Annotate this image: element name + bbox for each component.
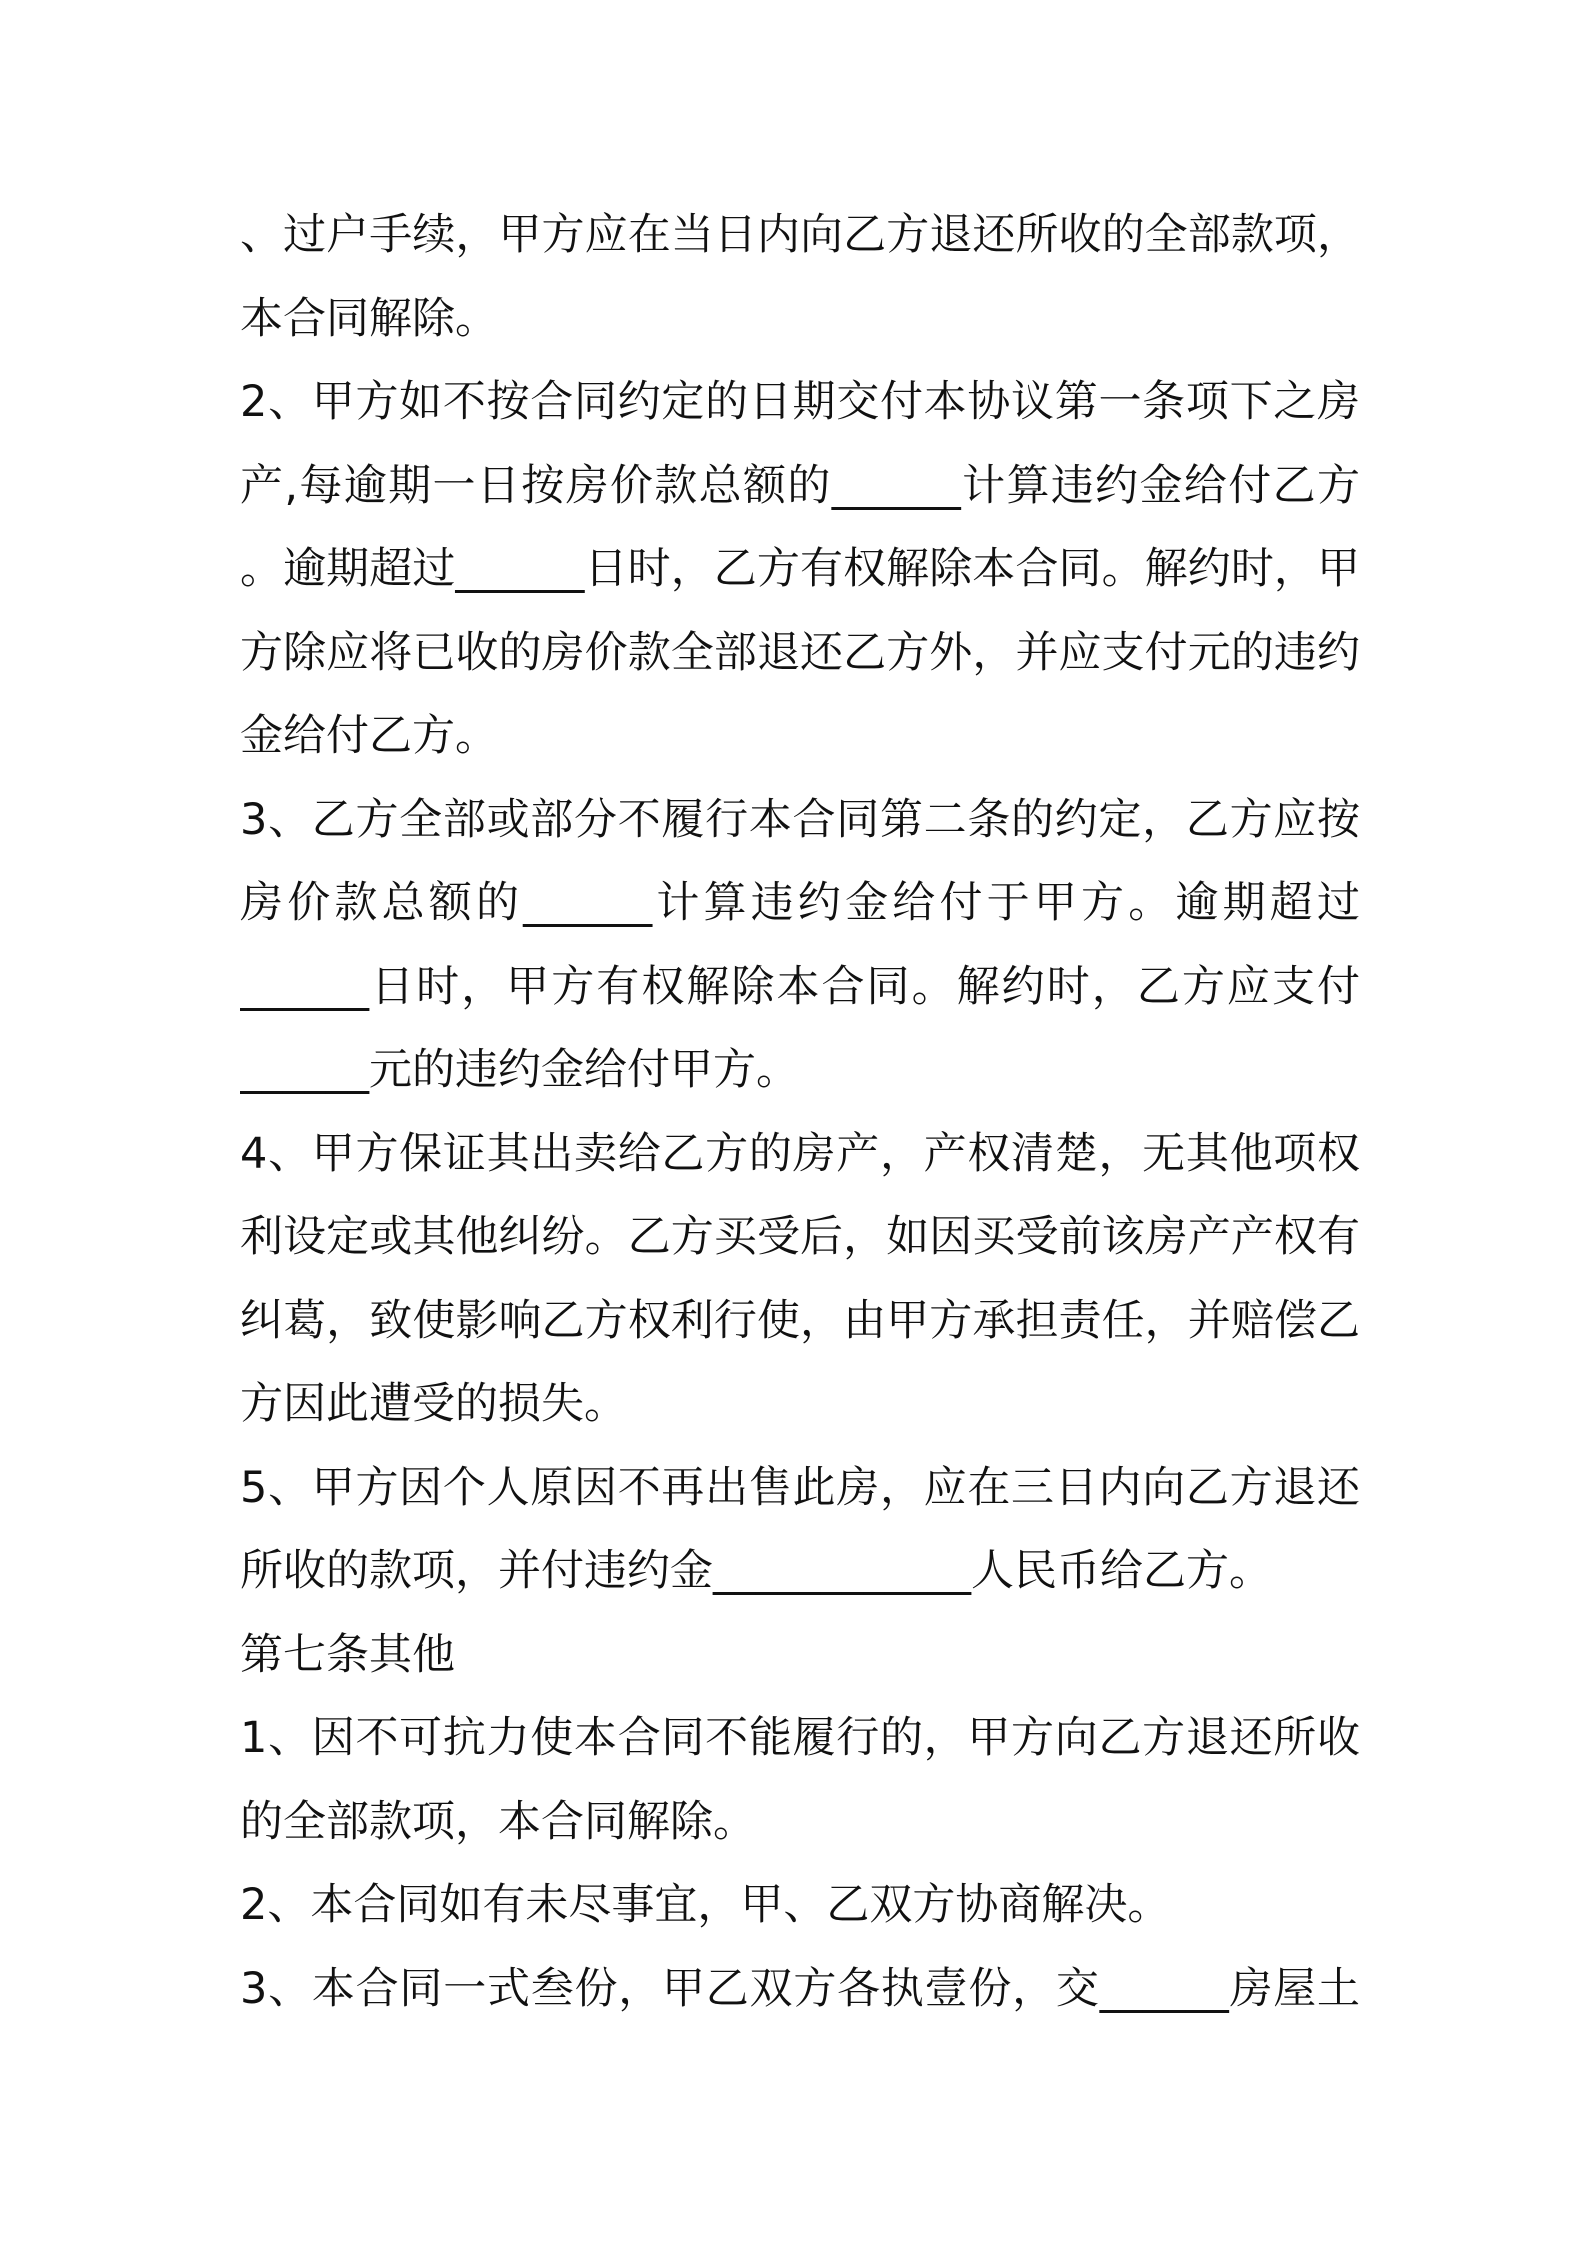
section-heading: 第七条其他 [240,1629,455,1680]
text-line: 金给付乙方。 [240,711,498,761]
text-line: 3、本合同一式叁份，甲乙双方各执壹份，交______房屋土 [240,1963,1360,2014]
text-line: 纠葛，致使影响乙方权利行使，由甲方承担责任，并赔偿乙 [240,1295,1360,1346]
text-line: 房价款总额的______计算违约金给付于甲方。逾期超过 [240,878,1360,928]
text-line: 。逾期超过______日时，乙方有权解除本合同。解约时，甲 [240,544,1360,594]
text-line: 方除应将已收的房价款全部退还乙方外，并应支付元的违约 [240,627,1360,678]
contract-text [240,194,1360,2031]
text-line: 4、甲方保证其出卖给乙方的房产，产权清楚，无其他项权 [240,1128,1360,1179]
text-line: 5、甲方因个人原因不再出售此房，应在三日内向乙方退还 [240,1462,1360,1513]
text-line: 2、本合同如有未尽事宜，甲、乙双方协商解决。 [240,1880,1171,1930]
text-line: 方因此遭受的损失。 [240,1379,627,1429]
text-line: 2、甲方如不按合同约定的日期交付本协议第一条项下之房 [240,377,1360,427]
text-line: 利设定或其他纠纷。乙方买受后，如因买受前该房产产权有 [240,1212,1360,1262]
text-line: ______日时，甲方有权解除本合同。解约时，乙方应支付 [240,961,1360,1012]
text-line: 的全部款项，本合同解除。 [240,1796,756,1847]
text-line: 、过户手续，甲方应在当日内向乙方退还所收的全部款项， [240,210,1360,260]
text-line: 产,每逾期一日按房价款总额的______计算违约金给付乙方 [240,460,1360,511]
text-line: 3、乙方全部或部分不履行本合同第二条的约定，乙方应按 [240,794,1360,845]
text-line: 本合同解除。 [240,293,498,344]
text-line: 1、因不可抗力使本合同不能履行的，甲方向乙方退还所收 [240,1713,1360,1763]
text-line: 所收的款项，并付违约金____________人民币给乙方。 [240,1546,1272,1596]
text-line: ______元的违约金给付甲方。 [240,1045,799,1095]
